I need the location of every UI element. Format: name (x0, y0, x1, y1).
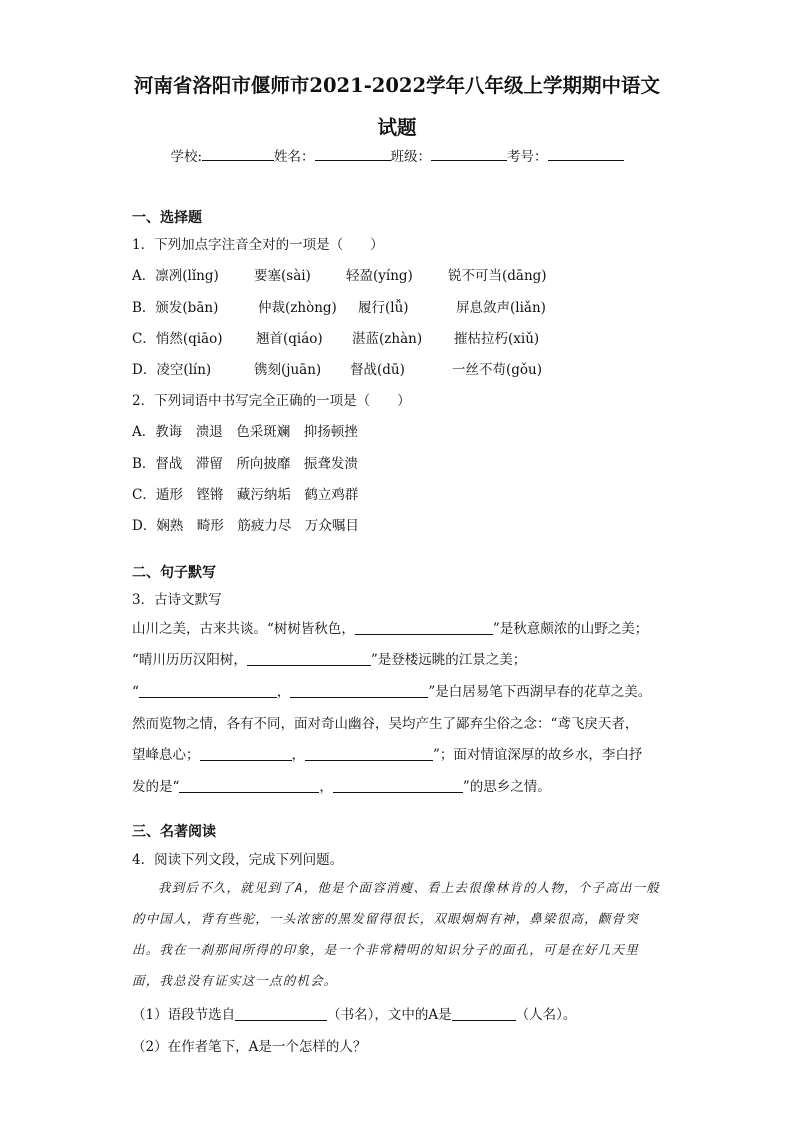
dictation-line-5: 望峰息心； ， ”；面对情谊深厚的故乡水，李白抒 (132, 747, 643, 763)
person-name-blank[interactable] (452, 1005, 516, 1021)
dictation-blank-2[interactable] (247, 650, 371, 666)
exam-no-label: 考号： (507, 149, 548, 165)
dictation-line-6: 发的是“ ， ”的思乡之情。 (132, 779, 551, 795)
q2-option-a: A．教诲 溃退 色采斑斓 抑扬顿挫 (132, 424, 358, 440)
dictation-blank-1[interactable] (355, 619, 493, 635)
dictation-line-1: 山川之美，古来共谈。“树树皆秋色， ”是秋意颇浓的山野之美； (132, 621, 649, 637)
dictation-blank-6[interactable] (305, 745, 433, 761)
q2-option-c: C．遁形 铿锵 藏污纳垢 鹤立鸡群 (132, 487, 359, 503)
dictation-blank-8[interactable] (333, 777, 463, 793)
q1-option-c: C．悄然(qiāo) 翘首(qiáo) 湛蓝(zhàn) 摧枯拉朽(xiǔ) (132, 331, 540, 347)
dictation-blank-5[interactable] (200, 745, 292, 761)
section-heading-classics: 三、名著阅读 (132, 824, 216, 840)
dictation-blank-7[interactable] (179, 777, 319, 793)
q4-sub1: （1）语段节选自 （书名），文中的A是 （人名）。 (132, 1007, 577, 1023)
q1-stem: 1．下列加点字注音全对的一项是（ ） (132, 237, 384, 253)
q1-option-b: B．颁发(bān) 仲裁(zhòng) 履行(lǚ) 屏息敛声(liǎn) (132, 300, 546, 316)
q2-option-d: D．娴熟 畸形 筋疲力尽 万众嘱目 (132, 518, 359, 534)
q1-option-a: A．凛冽(lǐng) 要塞(sài) 轻盈(yíng) 锐不可当(dāng) (132, 268, 547, 284)
dictation-line-2: “晴川历历汉阳树， ”是登楼远眺的江景之美； (132, 652, 527, 668)
class-blank[interactable] (431, 146, 507, 161)
school-blank[interactable] (202, 146, 274, 161)
section-heading-dictation: 二、句子默写 (132, 565, 216, 581)
q4-passage: 我到后不久，就见到了A，他是个面容消瘦、看上去很像林肯的人物，个子高出一般的中国人，背有些驼，一头浓密的黑发留得很长，双眼炯炯有神，鼻梁很高，颧骨突出。我在一刹那间所得的印象，是一个非常精明的知识分子的面孔，可是在好几天里面，我总没有证实这一点的机会。 (132, 880, 660, 988)
dictation-blank-4[interactable] (290, 682, 428, 698)
section-heading-choice: 一、选择题 (132, 210, 202, 226)
exam-title-line2: 试题 (377, 116, 417, 139)
exam-no-blank[interactable] (548, 146, 624, 161)
dictation-line-4: 然而览物之情，各有不同，面对奇山幽谷，吴均产生了鄙弃尘俗之念：“鸢飞戾天者， (132, 716, 639, 732)
school-label: 学校: (170, 149, 203, 165)
name-label: 姓名： (274, 149, 315, 165)
dictation-line-3: “ ， ”是白居易笔下西湖早春的花草之美。 (132, 684, 652, 700)
q1-option-d: D．凌空(lín) 镌刻(juān) 督战(dū) 一丝不苟(gǒu) (132, 362, 542, 378)
q2-option-b: B．督战 滞留 所向披靡 振聋发溃 (132, 456, 358, 472)
q4-sub2: （2）在作者笔下，A是一个怎样的人？ (132, 1039, 367, 1055)
class-label: 班级： (390, 149, 432, 165)
q4-stem: 4．阅读下列文段，完成下列问题。 (132, 852, 344, 868)
student-info-line (0, 145, 794, 165)
dictation-blank-3[interactable] (139, 682, 277, 698)
exam-title-line1: 河南省洛阳市偃师市2021-2022学年八年级上学期期中语文 (133, 74, 661, 97)
q2-stem: 2．下列词语中书写完全正确的一项是（ ） (132, 393, 411, 409)
name-blank[interactable] (315, 146, 391, 161)
q3-stem: 3．古诗文默写 (132, 592, 222, 608)
book-name-blank[interactable] (235, 1005, 327, 1021)
